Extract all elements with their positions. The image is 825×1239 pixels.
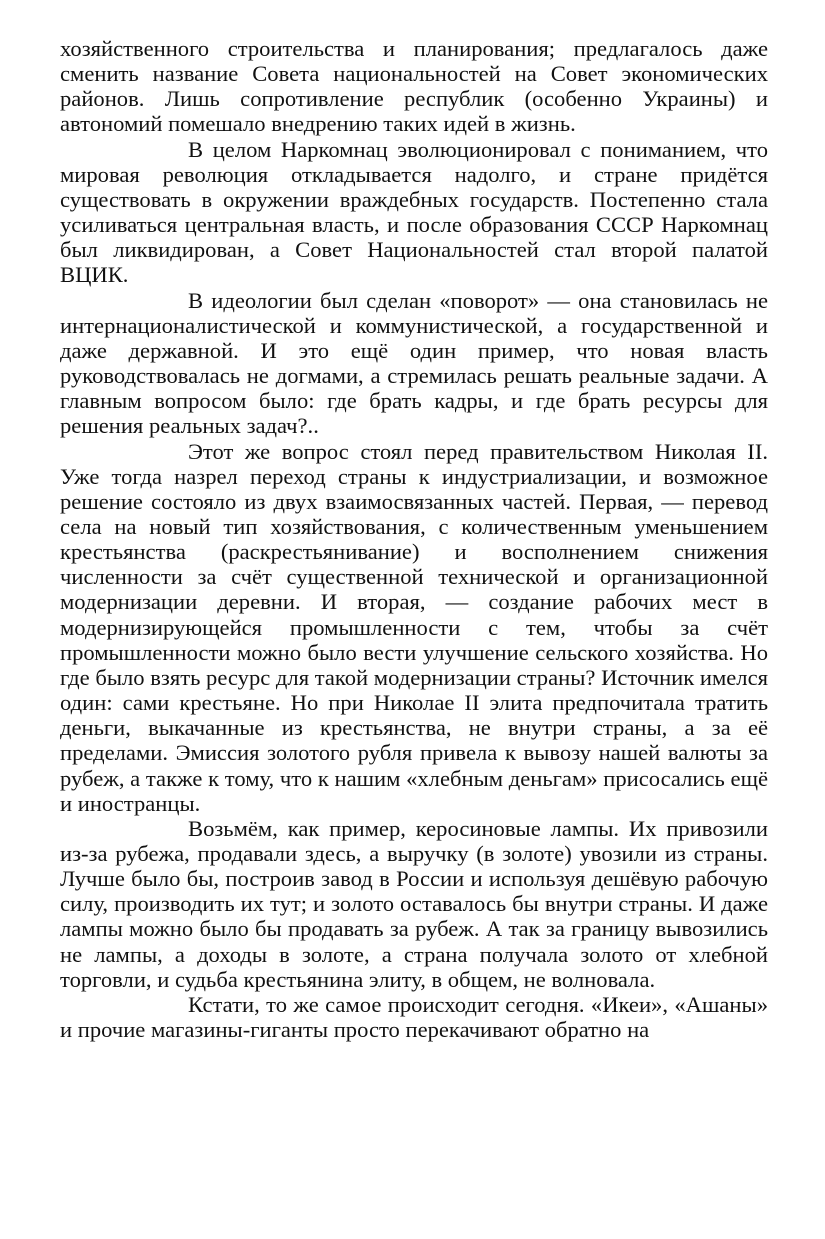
- paragraph-4: Этот же вопрос стоял перед правительством Николая II. Уже тогда назрел переход страны к индустриализации, и возможное решение состояло из двух взаимосвязанных частей. Первая, — перевод села на новый тип хозяйствования, с количественным уменьшением крестьянства (раскрестьянивание) и восполнением снижения численности за счёт существенной технической и организационной модернизации деревни. И вторая, — создание рабочих мест в модернизирующейся промышленности с тем, чтобы за счёт промышленности можно было вести улучшение сельского хозяйства. Но где было взять ресурс для такой модернизации страны? Источник имелся один: сами крестьяне. Но при Николае II элита предпочитала тратить деньги, выкачанные из крестьянства, не внутри страны, а за её пределами. Эмиссия золотого рубля привела к вывозу нашей валюты за рубеж, а также к тому, что к нашим «хлебным деньгам» присосались ещё и иностранцы.: [60, 438, 768, 816]
- paragraph-5: Возьмём, как пример, керосиновые лампы. Их привозили из-за рубежа, продавали здесь, а выручку (в золоте) увозили из страны. Лучше было бы, построив завод в России и используя дешёвую рабочую силу, производить их тут; и золото оставалось бы внутри страны. И даже лампы можно было бы продавать за рубеж. А так за границу вывозились не лампы, а доходы в золоте, а страна получала золото от хлебной торговли, и судьба крестьянина элиту, в общем, не волновала.: [60, 815, 768, 992]
- paragraph-3: В идеологии был сделан «поворот» — она становилась не интернационалистической и коммунистической, а государственной и даже державной. И это ещё один пример, что новая власть руководствовалась не догмами, а стремилась решать реальные задачи. А главным вопросом было: где брать кадры, и где брать ресурсы для решения реальных задач?..: [60, 287, 768, 439]
- document-page: [60, 36, 768, 1042]
- paragraph-1: хозяйственного строительства и планирования; предлагалось даже сменить название Совета национальностей на Совет экономических районов. Лишь сопротивление республик (особенно Украины) и автономий помешало внедрению таких идей в жизнь.: [60, 36, 768, 137]
- paragraph-6: Кстати, то же самое происходит сегодня. «Икеи», «Ашаны» и прочие магазины-гиганты просто перекачивают обратно на: [60, 991, 768, 1043]
- paragraph-2: В целом Наркомнац эволюционировал с пониманием, что мировая революция откладывается надолго, и стране придётся существовать в окружении враждебных государств. Постепенно стала усиливаться центральная власть, и после образования СССР Наркомнац был ликвидирован, а Совет Национальностей стал второй палатой ВЦИК.: [60, 136, 768, 288]
